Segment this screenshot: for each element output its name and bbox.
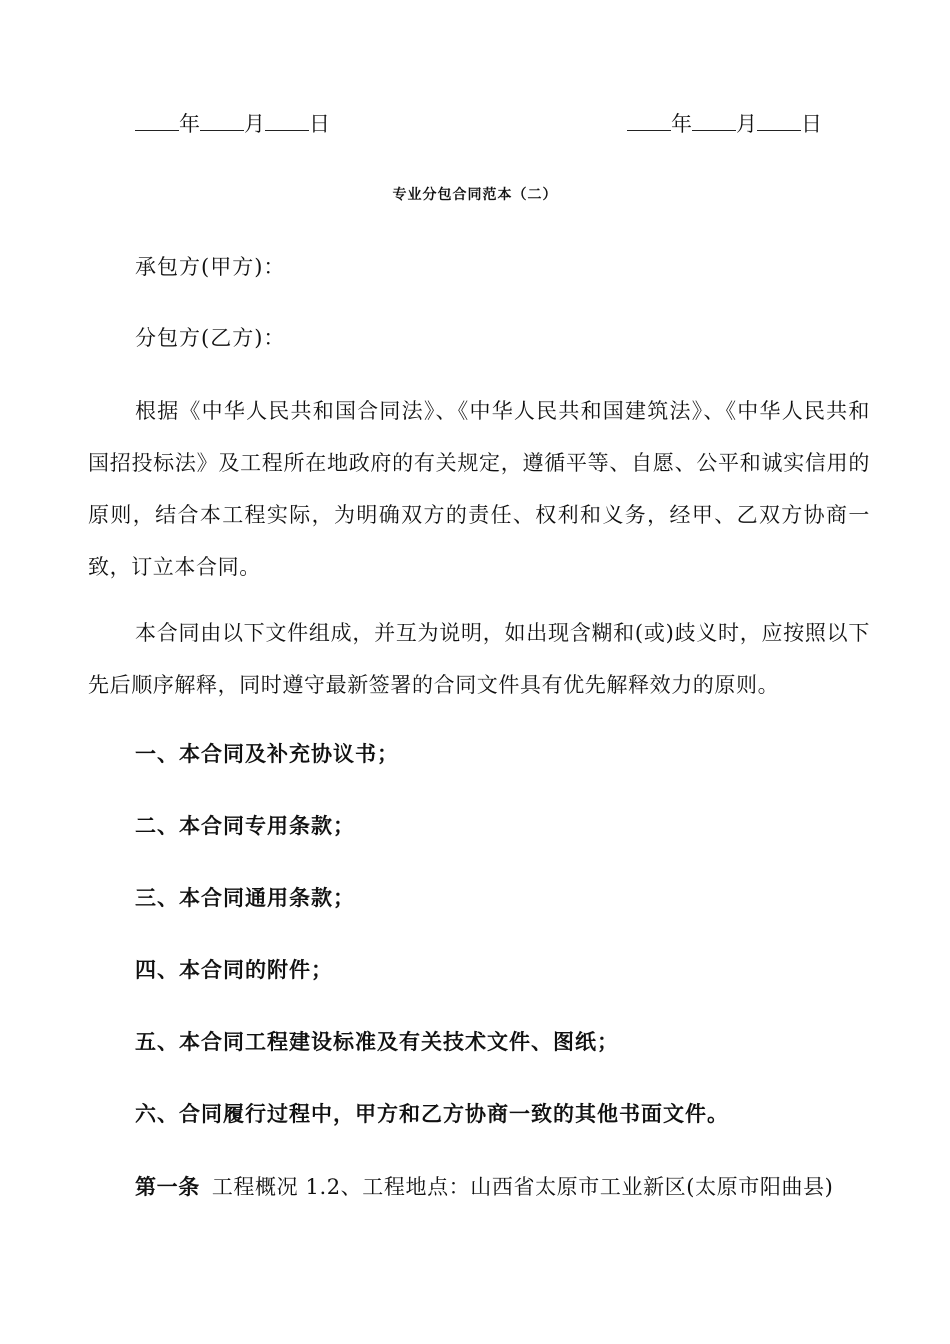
day-blank bbox=[757, 108, 801, 131]
list-item: 四、本合同的附件； bbox=[135, 957, 333, 982]
year-blank bbox=[135, 108, 179, 131]
list-item: 三、本合同通用条款； bbox=[135, 885, 355, 910]
year-label: 年 bbox=[671, 112, 692, 136]
preamble-paragraph: 根据《中华人民共和国合同法》、《中华人民共和国建筑法》、《中华人民共和国招投标法》及工程所在地政府的有关规定，遵循平等、自愿、公平和诚实信用的原则，结合本工程实际，为明确双方的责任、权利和义务，经甲、乙双方协商一致，订立本合同。 bbox=[88, 399, 870, 579]
document-order-paragraph: 本合同由以下文件组成，并互为说明，如出现含糊和(或)歧义时，应按照以下先后顺序解释，同时遵守最新签署的合同文件具有优先解释效力的原则。 bbox=[88, 621, 870, 697]
month-blank bbox=[692, 108, 736, 131]
year-blank bbox=[627, 108, 671, 131]
document-title: 专业分包合同范本（二） bbox=[392, 187, 558, 203]
list-item: 一、本合同及补充协议书； bbox=[135, 741, 399, 766]
article-1-line bbox=[135, 1172, 833, 1202]
list-item: 二、本合同专用条款； bbox=[135, 813, 355, 838]
date-line-right bbox=[627, 108, 822, 138]
day-blank bbox=[265, 108, 309, 131]
article-number: 第一条 bbox=[135, 1174, 200, 1199]
article-text: 工程概况 1.2、工程地点：山西省太原市工业新区(太原市阳曲县) bbox=[211, 1175, 834, 1199]
contractor-party-line: 承包方(甲方)： bbox=[135, 255, 286, 279]
day-label: 日 bbox=[801, 112, 822, 136]
month-label: 月 bbox=[736, 112, 757, 136]
list-item: 五、本合同工程建设标准及有关技术文件、图纸； bbox=[135, 1029, 619, 1054]
year-label: 年 bbox=[179, 112, 200, 136]
month-blank bbox=[200, 108, 244, 131]
date-line-left bbox=[135, 108, 330, 138]
month-label: 月 bbox=[244, 112, 265, 136]
subcontractor-party-line: 分包方(乙方)： bbox=[135, 326, 286, 350]
day-label: 日 bbox=[309, 112, 330, 136]
list-item: 六、合同履行过程中，甲方和乙方协商一致的其他书面文件。 bbox=[135, 1101, 729, 1126]
